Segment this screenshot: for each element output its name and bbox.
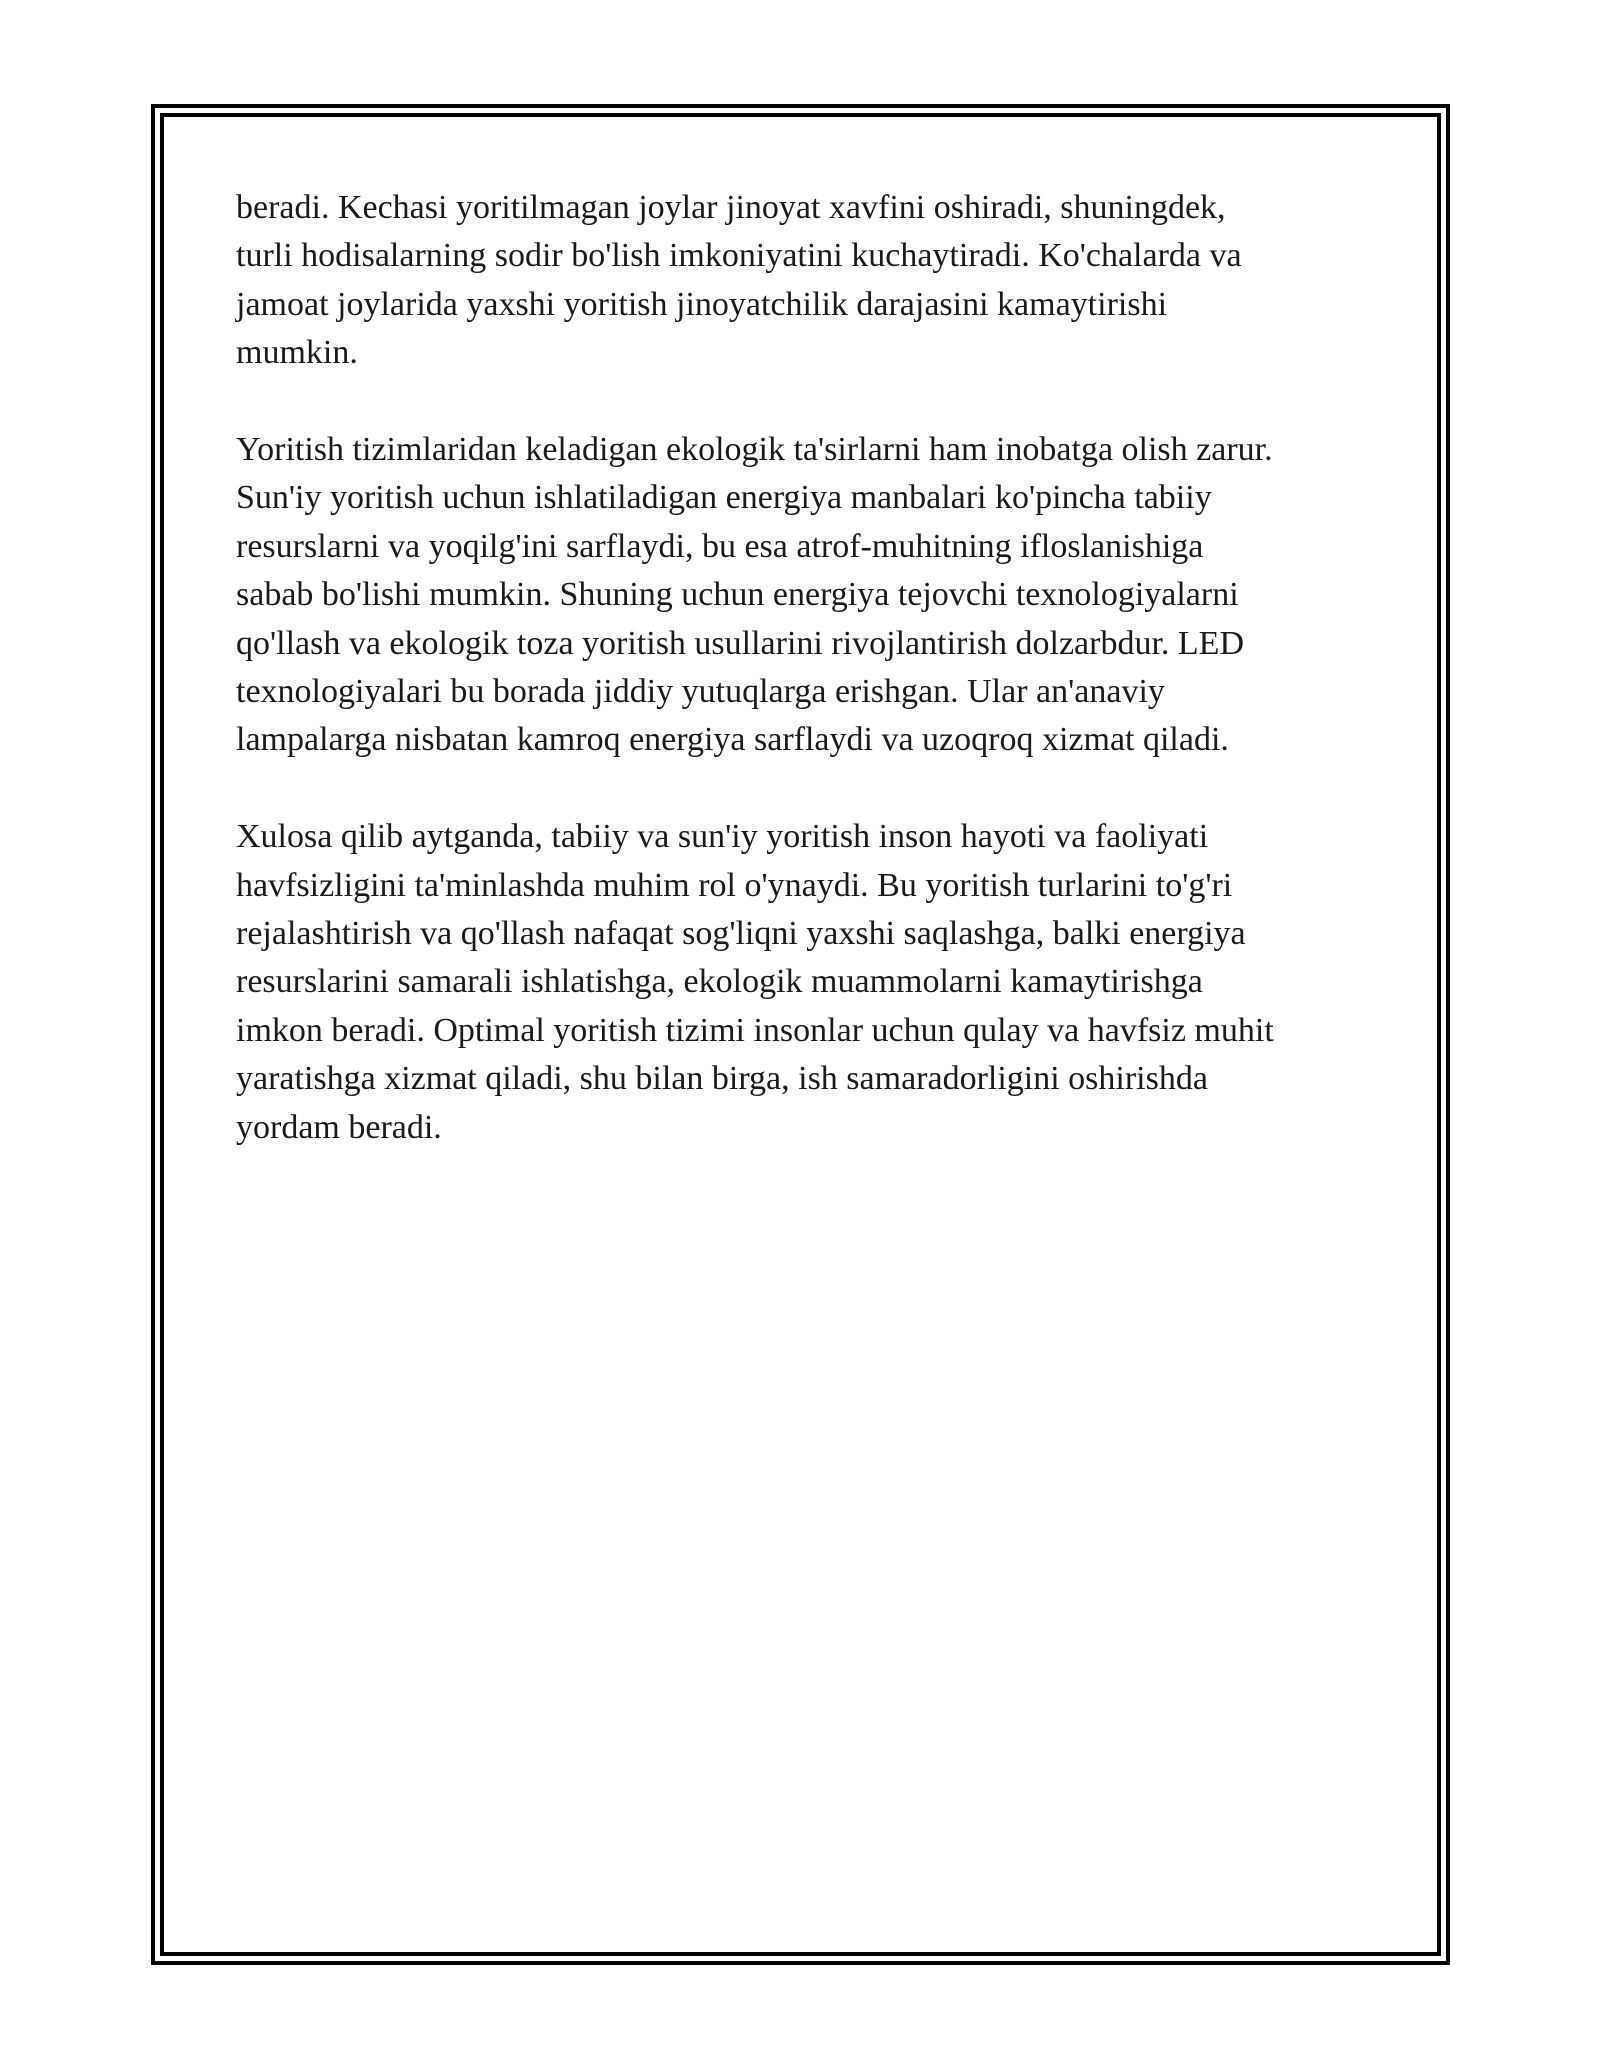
paragraph-continuation: beradi. Kechasi yoritilmagan joylar jinoyat xavfini oshiradi, shuningdek, turli hodisalarning sodir bo'lish imkoniyatini kuchaytiradi. Ko'chalarda va jamoat joylarida yaxshi yoritish jinoyatchilik darajasini kamaytirishi mumkin. (236, 189, 1242, 372)
paragraph-conclusion: Xulosa qilib aytganda, tabiiy va sun'iy yoritish inson hayoti va faoliyati havfsizligini ta'minlashda muhim rol o'ynaydi. Bu yoritish turlarini to'g'ri rejalashtirish va qo'llash nafaqat sog'liqni yaxshi saqlashga, balki energiya resurslarini samarali ishlatishga, ekologik muammolarni kamaytirishga imkon beradi. Optimal yoritish tizimi insonlar uchun qulay va havfsiz muhit yaratishga xizmat qiladi, shu bilan birga, ish samaradorligini oshirishda yordam beradi. (236, 818, 1274, 1146)
document-body (236, 184, 1386, 1200)
paragraph-ecological-impact: Yoritish tizimlaridan keladigan ekologik ta'sirlarni ham inobatga olish zarur. Sun'iy yoritish uchun ishlatiladigan energiya manbalari ko'pincha tabiiy resurslarni va yoqilg'ini sarflaydi, bu esa atrof-muhitning ifloslanishiga sabab bo'lishi mumkin. Shuning uchun energiya tejovchi texnologiyalarni qo'llash va ekologik toza yoritish usullarini rivojlantirish dolzarbdur. LED texnologiyalari bu borada jiddiy yutuqlarga erishgan. Ular an'anaviy lampalarga nisbatan kamroq energiya sarflaydi va uzoqroq xizmat qiladi. (236, 431, 1273, 759)
